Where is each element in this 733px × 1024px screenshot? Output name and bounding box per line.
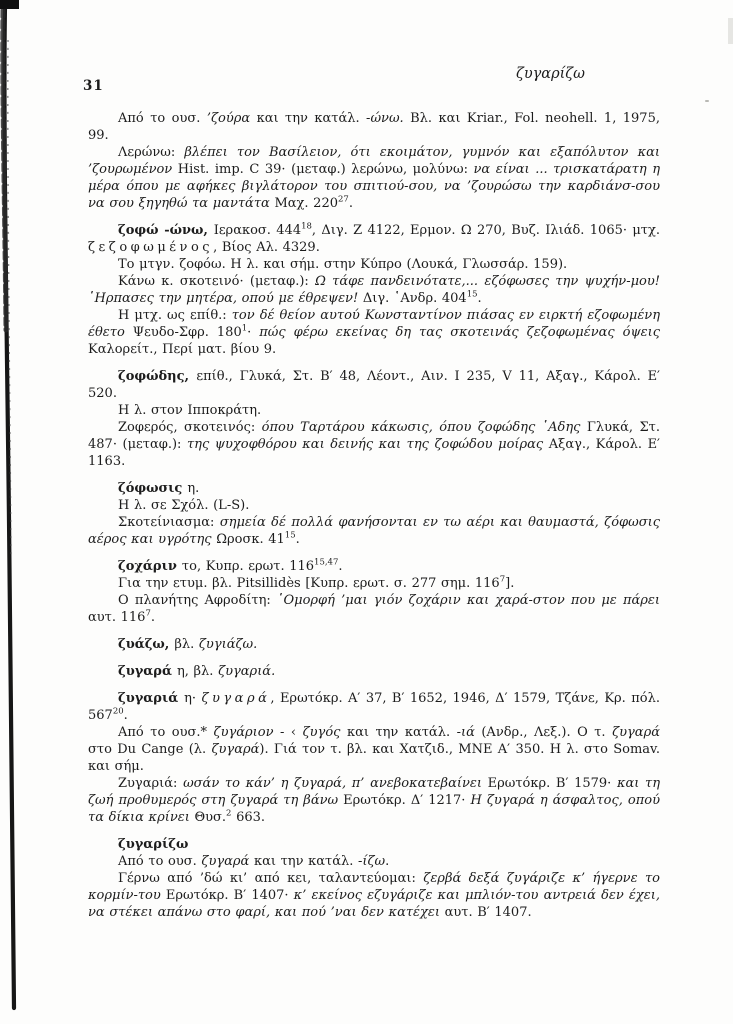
entry-zofosis: ζόφωσις η. (118, 481, 200, 496)
note-hippokratis: Η λ. στον Ιπποκράτη. (118, 403, 262, 418)
scan-speck (728, 18, 733, 44)
note-zofoo: Το μτγν. ζοφόω. Η λ. και σήμ. στην Κύπρο (Λουκά, Γλωσσάρ. 159). (118, 257, 568, 272)
gloss-zourono: Λερώνω: βλέπει τον Βασίλειον, ότι εκοιμάτον, γυμνόν και εξαπόλυτον και ’ζουρωμένον Hist. imp. C 39· (μεταφ.) λερώνω, μολύνω: να είναι ... τρισκατάρατη η μέρα όπου με αφήκες βιγλάτορον του σπιτιού-σου, να ’ζουρώσω την καρδιάνσ-σου να σου ξηγηθώ τα μαντάτα Μαχ. $220^{27}$. (88, 145, 661, 211)
etymology-zygarizo: Από το ουσ. ζυγαρά και την κατάλ. -ίζω. (118, 854, 390, 869)
note-sxol: Η λ. σε Σχόλ. (L-S). (118, 498, 250, 513)
note-metoxi: Η μτχ. ως επίθ.: τον δέ θείον αυτού Κωνσταντίνον πιάσας εν ειρκτή εζοφωμένη έθετο Ψευδο-Σφρ. $180^1\cdot \pi ώ\varsigma$ φέρω εκείνας δη τας σκοτεινάς ζεζοφωμένας όψεις Καλορείτ., Περί ματ. βίου 9. (88, 308, 661, 357)
gloss-skoteino: Κάνω κ. σκοτεινό· (μεταφ.): Ω τάφε πανδεινότατε,... εζόφωσες την ψυχήν-μου! ῾Ηρπασες την μητέρα, οπού με έθρεψεν! Διγ. ῾Ανδρ. $404^{15}$. (88, 274, 660, 306)
entry-zofodis: ζοφώδης, επίθ., Γλυκά, Στ. Β′ 48, Λέοντ., Αιν. Ι 235, V 11, Αξαγ., Κάρολ. Ε′ 520. (88, 369, 661, 401)
scan-edge-artifact (0, 0, 40, 1024)
scan-corner-blob (0, 0, 19, 9)
page-number: 31 (83, 78, 104, 94)
gloss-zoferos: Ζοφερός, σκοτεινός: όπου Ταρτάρου κάκωσις, όπου ζοφώδης ῾Αδης Γλυκά, Στ. 487· (μεταφ.): της ψυχοφθόρου και δεινής και της ζοφώδου μοίρας Αξαγ., Κάρολ. Ε′ 1163. (88, 420, 661, 469)
scan-edge-line (0, 0, 40, 1024)
etymology-zoura: Από το ουσ. ’ζούρα και την κατάλ. -ώνω. Βλ. και Kriar., Fol. neohell. 1, 1975, 99. (88, 111, 660, 143)
note-pitsillides: Για την ετυμ. βλ. Pitsillidès [Κυπρ. ερωτ. σ. 277 σημ. $116^7$]. (118, 574, 515, 591)
entry-zygara: ζυγαρά η, βλ. ζυγαριά. (118, 664, 276, 679)
gloss-zygaria: Ζυγαριά: ωσάν το κάν’ η ζυγαρά, π’ ανεβοκατεβαίνει Ερωτόκρ. Β′ 1579· και τη ζωή προθυμερός στη ζυγαρά τη βάνω Ερωτόκρ. Δ′ 1217· Η ζυγαρά η άσφαλτος, οπού τα δίκια κρίνει Θυσ.$^2$ 663. (88, 776, 661, 825)
entry-zoxarin: ζοχάριν το, Κυπρ. ερωτ. 116$^{15,47}$. (118, 557, 343, 574)
gloss-skoteiniasma: Σκοτείνιασμα: σημεία δέ πολλά φανήσονται εν τω αέρι και θαυμαστά, ζόφωσις αέρος και υγρότης Ωροσκ. $41^{15}$. (88, 515, 660, 547)
gloss-gerno: Γέρνω από ’δώ κι’ από κει, ταλαντεύομαι: ζερβά δεξά ζυγάριζε κ’ ήγερνε το κορμίν-του Ερωτόκρ. Β′ 1407· κ’ εκείνος εζυγάριζε και μπλιόν-του αντρειά δεν έχει, να στέκει απάνω στο φαρί, και πού ’ναι δεν κατέχει αυτ. Β′ 1407. (88, 871, 660, 920)
running-head: ζυγαρίζω (515, 66, 585, 82)
entry-zygaria: ζυγαριά η· ζυγαρά, Ερωτόκρ. Α′ 37, Β′ 1652, 1946, Δ′ 1579, Τζάνε, Κρ. πόλ. $567^{20}$. (88, 691, 660, 723)
entry-zofo: ζοφώ -ώνω, Ιερακοσ. $444^{18}$, Διγ. Ζ 4122, Ερμον. Ω 270, Βυζ. Ιλιάδ. 1065· μτχ. ζεζοφωμένος, Βίος Αλ. 4329. (88, 221, 660, 255)
etymology-zygaria: Από το ουσ.* ζυγάριον - ‹ ζυγός και την κατάλ. -ιά (Ανδρ., Λεξ.). Ο τ. ζυγαρά στο Du Cange (λ. ζυγαρά). Γιά τον τ. βλ. και Χατζιδ., ΜΝΕ Α′ 350. Η λ. στο Somav. και σήμ. (88, 725, 660, 774)
scan-speck (705, 100, 709, 102)
gloss-afroditi: Ο πλανήτης Αφροδίτη: ῾Ομορφή ’μαι γιόν ζοχάριν και χαρά-στον που με πάρει αυτ. $116^7$. (88, 593, 660, 625)
entry-zyazo: ζυάζω, βλ. ζυγιάζω. (118, 637, 258, 652)
text-block (88, 110, 660, 921)
entry-zygarizo: ζυγαρίζω (118, 837, 189, 852)
